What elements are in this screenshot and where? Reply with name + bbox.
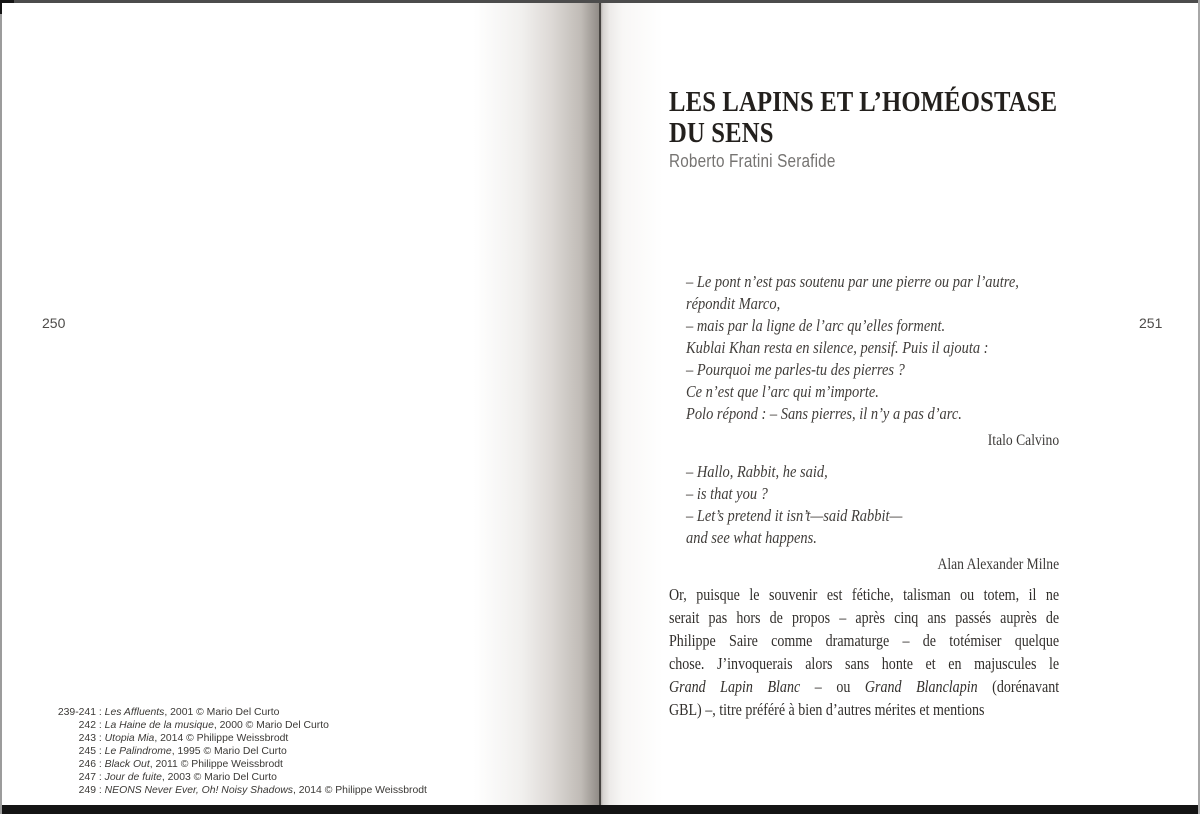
credit-separator: : [96, 746, 105, 757]
credit-details: , 2000 © Mario Del Curto [213, 720, 329, 731]
credit-pages: 246 [78, 759, 96, 770]
epigraph-line: – is that you ? [686, 484, 768, 503]
body-text-segment: (dorénavant [977, 677, 1060, 696]
body-line: Or, puisque le souvenir est fétiche, talisman ou totem, il ne [669, 585, 1060, 604]
epigraph-line: Ce n’est que l’arc qui m’importe. [686, 382, 879, 401]
epigraph-line: Kublai Khan resta en silence, pensif. Puis il ajouta : [686, 338, 989, 357]
credit-line [50, 758, 427, 771]
credit-separator: : [96, 759, 105, 770]
credit-separator: : [96, 772, 105, 783]
credit-details: , 1995 © Mario Del Curto [171, 746, 287, 757]
credit-title: Jour de fuite [104, 772, 162, 783]
page-number-left: 250 [42, 315, 66, 331]
epigraph-line: – Hallo, Rabbit, he said, [686, 462, 828, 481]
work-title-italic: Grand Lapin Blanc [669, 677, 801, 696]
page-right [601, 3, 1198, 805]
epigraph-line: and see what happens. [686, 528, 817, 547]
body-line: GBL) –, titre préféré à bien d’autres mérites et mentions [669, 700, 985, 719]
credit-separator: : [96, 707, 105, 718]
credit-pages: 242 [78, 720, 96, 731]
credit-line [50, 732, 427, 745]
page-number-right: 251 [1139, 315, 1163, 331]
body-text-segment: – ou [800, 677, 865, 696]
epigraph-line: Polo répond : – Sans pierres, il n’y a pas d’arc. [686, 404, 962, 423]
chapter-title [669, 87, 1059, 149]
chapter-title-line1: LES LAPINS ET L’HOMÉOSTASE [669, 86, 1058, 118]
epigraph-attribution-calvino: Italo Calvino [987, 432, 1060, 449]
credit-separator: : [96, 785, 105, 796]
credit-title: La Haine de la musique [104, 720, 214, 731]
book-spread [2, 3, 1198, 805]
credit-pages: 239-241 [57, 707, 96, 718]
epigraph-line: – Le pont n’est pas soutenu par une pierre ou par l’autre, [686, 272, 1019, 291]
credit-line [50, 771, 427, 784]
body-line: Philippe Saire comme dramaturge – de totémiser quelque [669, 631, 1060, 650]
epigraph-line: répondit Marco, [686, 294, 781, 313]
credit-line [50, 745, 427, 758]
credit-separator: : [96, 720, 105, 731]
epigraph-line: – mais par la ligne de l’arc qu’elles forment. [686, 316, 946, 335]
credit-details: , 2011 © Philippe Weissbrodt [149, 759, 283, 770]
credit-pages: 249 [78, 785, 96, 796]
credit-title: Les Affluents [104, 707, 165, 718]
credit-details: , 2003 © Mario Del Curto [161, 772, 277, 783]
credit-details: , 2014 © Philippe Weissbrodt [154, 733, 289, 744]
credit-pages: 245 [78, 746, 96, 757]
epigraph-attribution-milne: Alan Alexander Milne [937, 556, 1060, 573]
photo-credits-list [50, 706, 427, 797]
chapter-title-line2: DU SENS [669, 117, 774, 149]
credit-title: Black Out [104, 759, 150, 770]
credit-line [50, 706, 427, 719]
credit-pages: 243 [78, 733, 96, 744]
chapter-author: Roberto Fratini Serafide [669, 151, 836, 171]
body-line: chose. J’invoquerais alors sans honte et en majuscules le [669, 654, 1060, 673]
epigraph-calvino [669, 271, 1059, 451]
chapter-content [669, 3, 1059, 721]
credit-line [50, 784, 427, 797]
epigraph-milne [669, 461, 1059, 575]
credit-separator: : [96, 733, 105, 744]
credit-pages: 247 [78, 772, 96, 783]
credit-line [50, 719, 427, 732]
credit-details: , 2014 © Philippe Weissbrodt [292, 785, 427, 796]
credit-details: , 2001 © Mario Del Curto [164, 707, 280, 718]
body-line [669, 675, 1059, 698]
credit-title: Utopia Mia [104, 733, 155, 744]
credit-title: Le Palindrome [104, 746, 172, 757]
epigraph-line: – Pourquoi me parles-tu des pierres ? [686, 360, 905, 379]
epigraph-line: – Let’s pretend it isn’t—said Rabbit— [686, 506, 903, 525]
work-title-italic: Grand Blanclapin [864, 677, 978, 696]
body-paragraph [669, 583, 1059, 721]
body-line: serait pas hors de propos – après cinq ans passés auprès de [669, 608, 1060, 627]
credit-title: NEONS Never Ever, Oh! Noisy Shadows [104, 785, 293, 796]
page-left [2, 3, 599, 805]
